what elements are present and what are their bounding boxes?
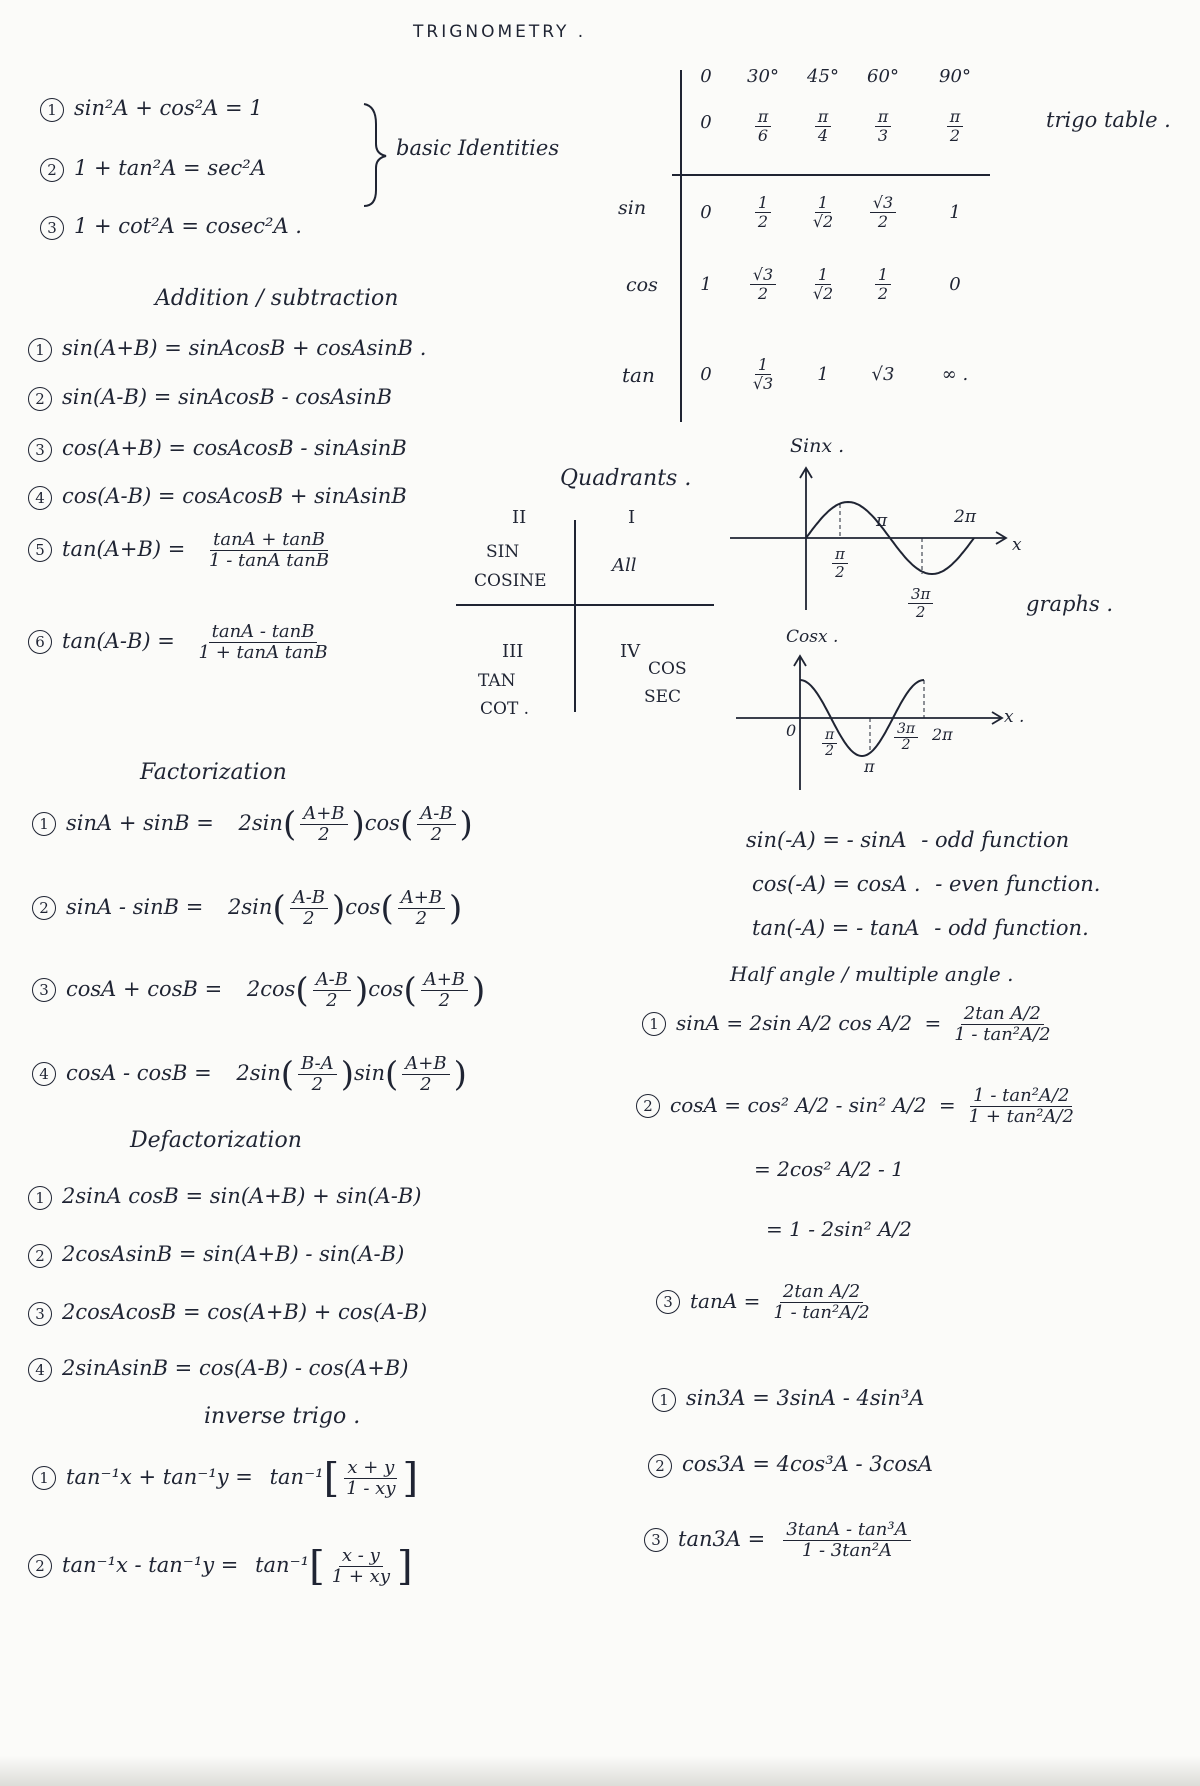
cos-two-pi-label: 2π <box>932 725 953 744</box>
trigo-table-label: trigo table . <box>1046 108 1171 132</box>
cos-three-pi-half-label: $\frac{3\pi}{2}$ <box>890 722 922 754</box>
identity-2: 2 1 + tan²A = sec²A <box>40 156 266 182</box>
table-degree-0: 0 <box>700 66 712 87</box>
table-degree-1: 30° <box>747 66 779 87</box>
half-angle-cos-line2: = 2cos² A/2 - 1 <box>754 1157 904 1181</box>
table-cell-cos-4: 0 <box>949 274 961 295</box>
quadrant-4-line1: COS <box>648 659 687 679</box>
addition-3: 3 cos(A+B) = cosAcosB - sinAsinB <box>28 436 407 462</box>
factorization-3: 3 cosA + cosB = 2cos( $\frac{A-B}{2}$ )cos( $\frac{A+B}{2}$ ) <box>32 970 485 1011</box>
table-cell-tan-4: ∞ . <box>941 364 969 385</box>
table-degree-3: 60° <box>867 66 899 87</box>
table-radian-3: $\frac{\pi}{3}$ <box>860 108 906 144</box>
cos-pi-half-label: $\frac{\pi}{2}$ <box>818 728 841 760</box>
table-radian-2: $\frac{\pi}{4}$ <box>800 108 846 144</box>
quadrant-2-line2: COSINE <box>474 571 547 591</box>
factorization-2: 2 sinA - sinB = 2sin( $\frac{A-B}{2}$ )cos( $\frac{A+B}{2}$ ) <box>32 888 462 929</box>
half-angle-sin: 1 sinA = 2sin A/2 cos A/2 = $\frac{\text{2tan A/2}}{\text{1 - tan²A/2}}$ <box>642 1004 1058 1045</box>
cos-origin-label: 0 <box>786 721 797 740</box>
triple-sin: 1 sin3A = 3sinA - 4sin³A <box>652 1386 924 1412</box>
sin-three-pi-half-label: $\frac{3\pi}{2}$ <box>904 586 937 620</box>
page-title: TRIGNOMETRY . <box>413 22 587 42</box>
quadrant-3-roman: III <box>502 641 524 662</box>
table-cell-tan-2: 1 <box>817 364 829 385</box>
graphs-label: graphs . <box>1026 592 1114 616</box>
cos-pi-label: π <box>864 757 875 776</box>
table-cell-sin-0: 0 <box>700 202 712 223</box>
defactorization-3: 3 2cosAcosB = cos(A+B) + cos(A-B) <box>28 1300 427 1326</box>
parity-sin: sin(-A) = - sinA - odd function <box>746 828 1070 852</box>
quadrant-4-line2: SEC <box>644 687 682 707</box>
inverse-1: 1 tan⁻¹x + tan⁻¹y = tan⁻¹[ $\frac{x + y}{1 - xy}$ ] <box>32 1458 418 1499</box>
table-cell-cos-0: 1 <box>700 274 712 295</box>
sin-x-label: x <box>1012 535 1022 555</box>
quadrant-4-roman: IV <box>620 641 641 662</box>
identity-3: 3 1 + cot²A = cosec²A . <box>40 214 302 240</box>
table-degree-4: 90° <box>939 66 971 87</box>
table-row-label-cos: cos <box>626 274 658 296</box>
table-cell-sin-1: $\frac{1}{2}$ <box>740 194 786 230</box>
inverse-2: 2 tan⁻¹x - tan⁻¹y = tan⁻¹[ $\frac{x - y}{1 + xy}$ ] <box>28 1546 413 1587</box>
table-radian-0: 0 <box>700 112 712 133</box>
parity-tan: tan(-A) = - tanA - odd function. <box>752 916 1089 940</box>
parity-cos: cos(-A) = cosA . - even function. <box>752 872 1101 896</box>
table-cell-sin-4: 1 <box>949 202 961 223</box>
table-cell-tan-3: √3 <box>871 364 895 385</box>
identity-1: 1 sin²A + cos²A = 1 <box>40 96 263 122</box>
table-cell-sin-2: $\frac{1}{√2}$ <box>812 193 834 231</box>
addition-4: 4 cos(A-B) = cosAcosB + sinAsinB <box>28 484 407 510</box>
half-angle-cos: 2 cosA = cos² A/2 - sin² A/2 = $\frac{\text{1 - tan²A/2}}{\text{1 + tan²A/2}}$ <box>636 1086 1081 1127</box>
sin-graph <box>720 462 1020 612</box>
table-degree-2: 45° <box>807 66 839 87</box>
table-radian-1: $\frac{\pi}{6}$ <box>740 108 786 144</box>
table-radian-4: $\frac{\pi}{2}$ <box>932 108 978 144</box>
defactorization-2: 2 2cosAsinB = sin(A+B) - sin(A-B) <box>28 1242 404 1268</box>
table-cell-tan-0: 0 <box>700 364 712 385</box>
quadrant-2-roman: II <box>512 507 527 528</box>
addition-5: 5 tan(A+B) = $\frac{\tan A + \tan B}{\text{1 - tanA tanB}}$ <box>28 530 336 571</box>
half-angle-tan: 3 tanA = $\frac{\text{2tan A/2}}{\text{1 - tan²A/2}}$ <box>656 1282 877 1323</box>
factorization-1: 1 sinA + sinB = 2sin( $\frac{A+B}{2}$ )cos( $\frac{A-B}{2}$ ) <box>32 804 473 845</box>
cos-graph <box>730 652 1020 792</box>
addition-heading: Addition / subtraction <box>155 286 399 311</box>
addition-1: 1 sin(A+B) = sinAcosB + cosAsinB . <box>28 336 426 362</box>
factorization-heading: Factorization <box>140 760 287 785</box>
sin-graph-title: Sinx . <box>790 435 845 457</box>
inverse-heading: inverse trigo . <box>204 1404 361 1429</box>
half-angle-cos-line3: = 1 - 2sin² A/2 <box>766 1217 912 1241</box>
cos-graph-title: Cosx . <box>786 627 839 647</box>
table-horizontal-line <box>672 174 990 176</box>
quadrants-heading: Quadrants . <box>560 466 692 491</box>
fraction: $\frac{\tan A + \tan B}{\text{1 - tanA tanB}}$ <box>209 529 330 571</box>
quadrant-2-line1: SIN <box>486 542 520 562</box>
sin-pi-half-label: $\frac{\pi}{2}$ <box>828 546 852 580</box>
defactorization-1: 1 2sinA cosB = sin(A+B) + sin(A-B) <box>28 1184 421 1210</box>
triple-cos: 2 cos3A = 4cos³A - 3cosA <box>648 1452 933 1478</box>
quadrant-1-roman: I <box>628 507 636 528</box>
defactorization-heading: Defactorization <box>130 1128 302 1153</box>
cos-x-label: x . <box>1004 707 1025 727</box>
sin-pi-label: π <box>876 511 888 531</box>
quadrant-vertical-axis <box>574 520 576 712</box>
quadrant-1-line1: All <box>612 555 637 576</box>
factorization-4: 4 cosA - cosB = 2sin( $\frac{B-A}{2}$ )sin( $\frac{A+B}{2}$ ) <box>32 1054 467 1095</box>
table-cell-cos-1: $\frac{√3}{2}$ <box>740 266 786 302</box>
quadrant-horizontal-axis <box>456 604 714 606</box>
table-cell-tan-1: $\frac{1}{√3}$ <box>752 355 774 393</box>
sin-two-pi-label: 2π <box>954 507 976 527</box>
page-bottom-shadow <box>0 1756 1200 1786</box>
table-cell-cos-3: $\frac{1}{2}$ <box>860 266 906 302</box>
defactorization-4: 4 2sinAsinB = cos(A-B) - cos(A+B) <box>28 1356 408 1382</box>
quadrant-3-line2: COT . <box>480 699 530 719</box>
table-row-label-tan: tan <box>622 363 655 387</box>
triple-tan: 3 tan3A = $\frac{\text{3tanA - tan³A}}{\text{1 - 3tan²A}}$ <box>644 1520 915 1561</box>
table-cell-sin-3: $\frac{√3}{2}$ <box>860 194 906 230</box>
table-cell-cos-2: $\frac{1}{√2}$ <box>812 265 834 303</box>
half-angle-heading: Half angle / multiple angle . <box>730 962 1014 986</box>
fraction: $\frac{\tan A - \tan B}{\text{1 + tanA tanB}}$ <box>198 621 328 663</box>
addition-6: 6 tan(A-B) = $\frac{\tan A - \tan B}{\text{1 + tanA tanB}}$ <box>28 622 335 663</box>
quadrant-3-line1: TAN <box>478 671 516 691</box>
table-row-label-sin: sin <box>618 197 647 219</box>
basic-identities-label: basic Identities <box>396 136 560 160</box>
table-vertical-line <box>680 70 682 422</box>
addition-2: 2 sin(A-B) = sinAcosB - cosAsinB <box>28 385 392 411</box>
brace-icon <box>360 100 390 210</box>
